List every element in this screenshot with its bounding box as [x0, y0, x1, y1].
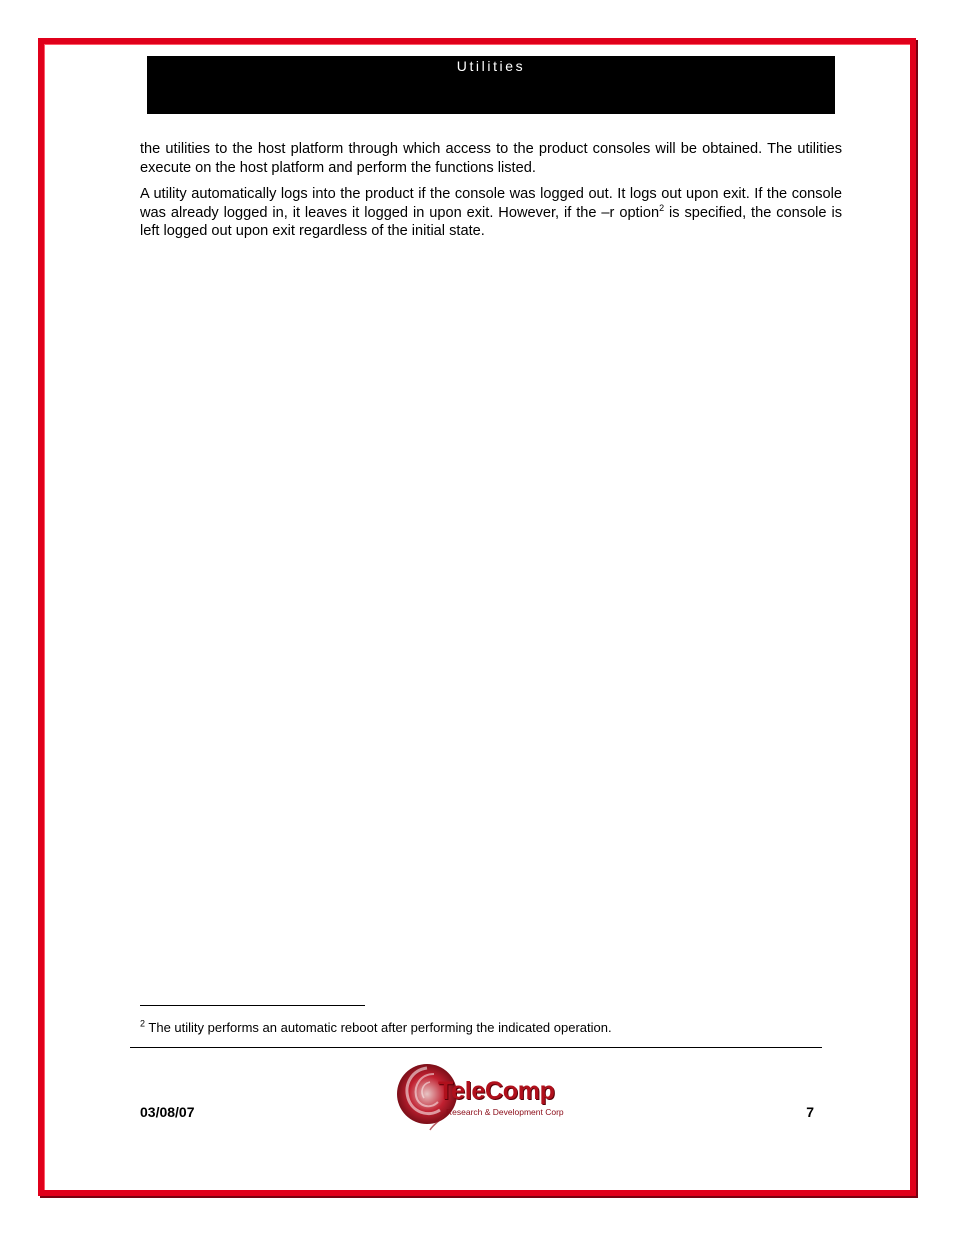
footnote-number: 2 [140, 1018, 146, 1029]
header-title: Utilities [456, 58, 526, 74]
footnote [140, 1020, 840, 1035]
footer-separator [130, 1047, 822, 1048]
logo-name: TeleComp [438, 1077, 555, 1105]
footer-date: 03/08/07 [140, 1104, 195, 1120]
page-number: 7 [806, 1104, 814, 1120]
paragraph-2 [140, 185, 842, 241]
telecomp-logo [394, 1056, 574, 1132]
paragraph-1: the utilities to the host platform through which access to the product consoles will be obtained. The utilities execute on the host platform and perform the functions listed. [140, 141, 842, 176]
paragraph-2-text-b: is specified, the console is left logged out upon exit regardless of the initial state. [140, 204, 842, 239]
logo-subtitle: Research & Development Corp [446, 1107, 564, 1117]
footnote-reference[interactable]: 2 [659, 202, 665, 213]
header-bar [147, 56, 835, 114]
footnote-text: The utility performs an automatic reboot after performing the indicated operation. [145, 1020, 612, 1035]
footnote-separator [140, 1005, 365, 1006]
body-text [140, 140, 842, 249]
paragraph-2-text-a: A utility automatically logs into the product if the console was logged out. It logs out upon exit. If the console was already logged in, it leaves it logged in upon exit. However, if the –r option [140, 186, 842, 221]
